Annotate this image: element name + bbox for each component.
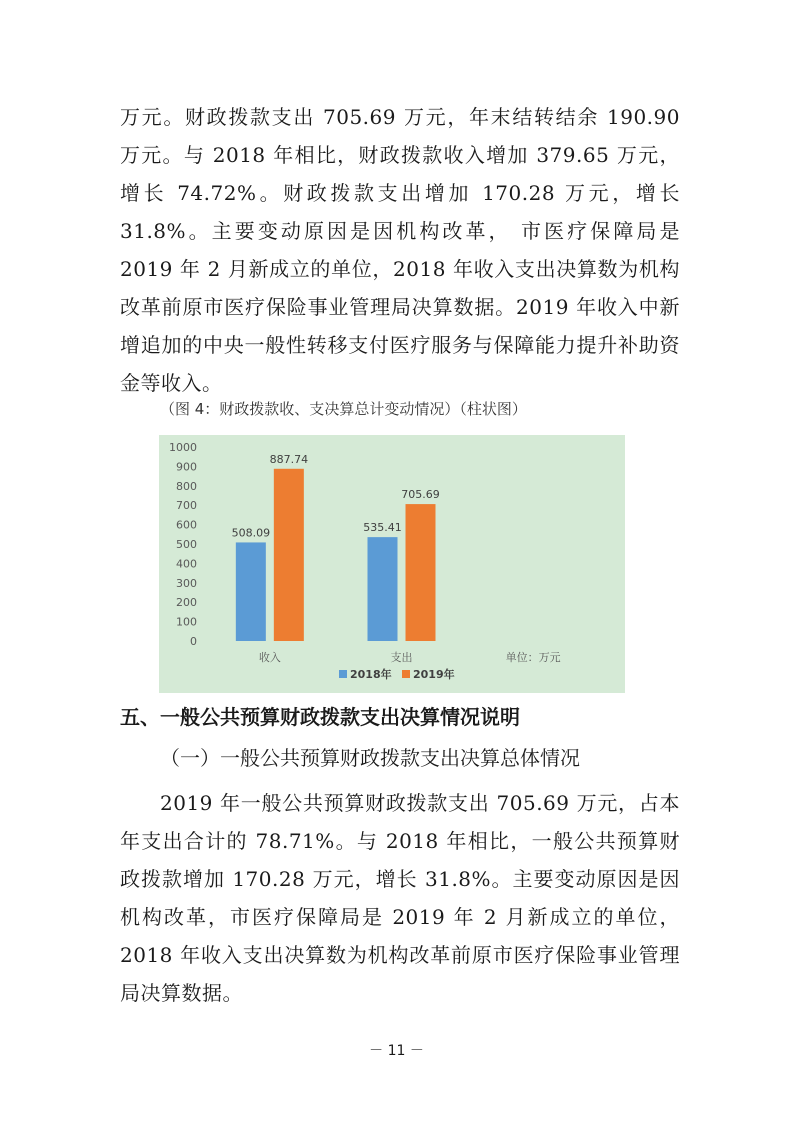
body-paragraph-1: 万元。财政拨款支出 705.69 万元，年末结转结余 190.90 万元。与 2018 年相比，财政拨款收入增加 379.65 万元，增长 74.72%。财政拨款支出增加 170.28 万元，增长 31.8%。主要变动原因是因机构改革， 市医疗保障局是 2019 年 2 月新成立的单位，2018 年收入支出决算数为机构改革前原市医疗保险事业管理局决算数据。2019 年收入中新增追加的中央一般性转移支付医疗服务与保障能力提升补助资金等收入。	[120, 105, 680, 395]
bar	[236, 542, 266, 641]
y-tick-label: 200	[176, 596, 197, 610]
section-heading: 五、一般公共预算财政拨款支出决算情况说明	[120, 705, 520, 729]
y-tick-label: 100	[176, 615, 197, 629]
page-number: － 11 －	[369, 1043, 424, 1059]
x-category-label: 支出	[390, 651, 413, 664]
data-label: 508.09	[231, 526, 271, 540]
y-tick-label: 600	[176, 518, 197, 532]
legend-label: 2018年	[350, 668, 392, 681]
legend-label: 2019年	[413, 668, 455, 681]
y-tick-label: 300	[176, 576, 197, 590]
data-label: 535.41	[363, 521, 402, 535]
y-tick-label: 900	[176, 460, 197, 474]
data-label: 705.69	[401, 488, 440, 502]
subsection-heading: （一）一般公共预算财政拨款支出决算总体情况	[160, 746, 580, 770]
y-tick-label: 1000	[169, 441, 197, 454]
y-tick-label: 0	[190, 635, 197, 648]
data-label: 887.74	[269, 452, 309, 466]
bar	[368, 537, 398, 641]
y-tick-label: 400	[176, 557, 197, 571]
figure-caption: （图 4：财政拨款收、支决算总计变动情况）（柱状图）	[160, 400, 527, 418]
legend-swatch	[402, 670, 410, 678]
x-category-label: 单位：万元	[505, 651, 561, 664]
bar-chart-svg	[159, 435, 625, 693]
bar	[274, 469, 304, 641]
x-category-label: 收入	[258, 651, 281, 664]
legend-swatch	[339, 670, 347, 678]
y-tick-label: 800	[176, 479, 197, 493]
bar	[406, 504, 436, 641]
y-tick-label: 700	[176, 499, 197, 513]
y-tick-label: 500	[176, 538, 197, 551]
bar-chart	[159, 435, 625, 693]
body-paragraph-2: 2019 年一般公共预算财政拨款支出 705.69 万元，占本年支出合计的 78.71%。与 2018 年相比，一般公共预算财政拨款增加 170.28 万元，增长 31.8%。主要变动原因是因机构改革，市医疗保障局是 2019 年 2 月新成立的单位，2018 年收入支出决算数为机构改革前原市医疗保险事业管理局决算数据。	[120, 791, 680, 1005]
